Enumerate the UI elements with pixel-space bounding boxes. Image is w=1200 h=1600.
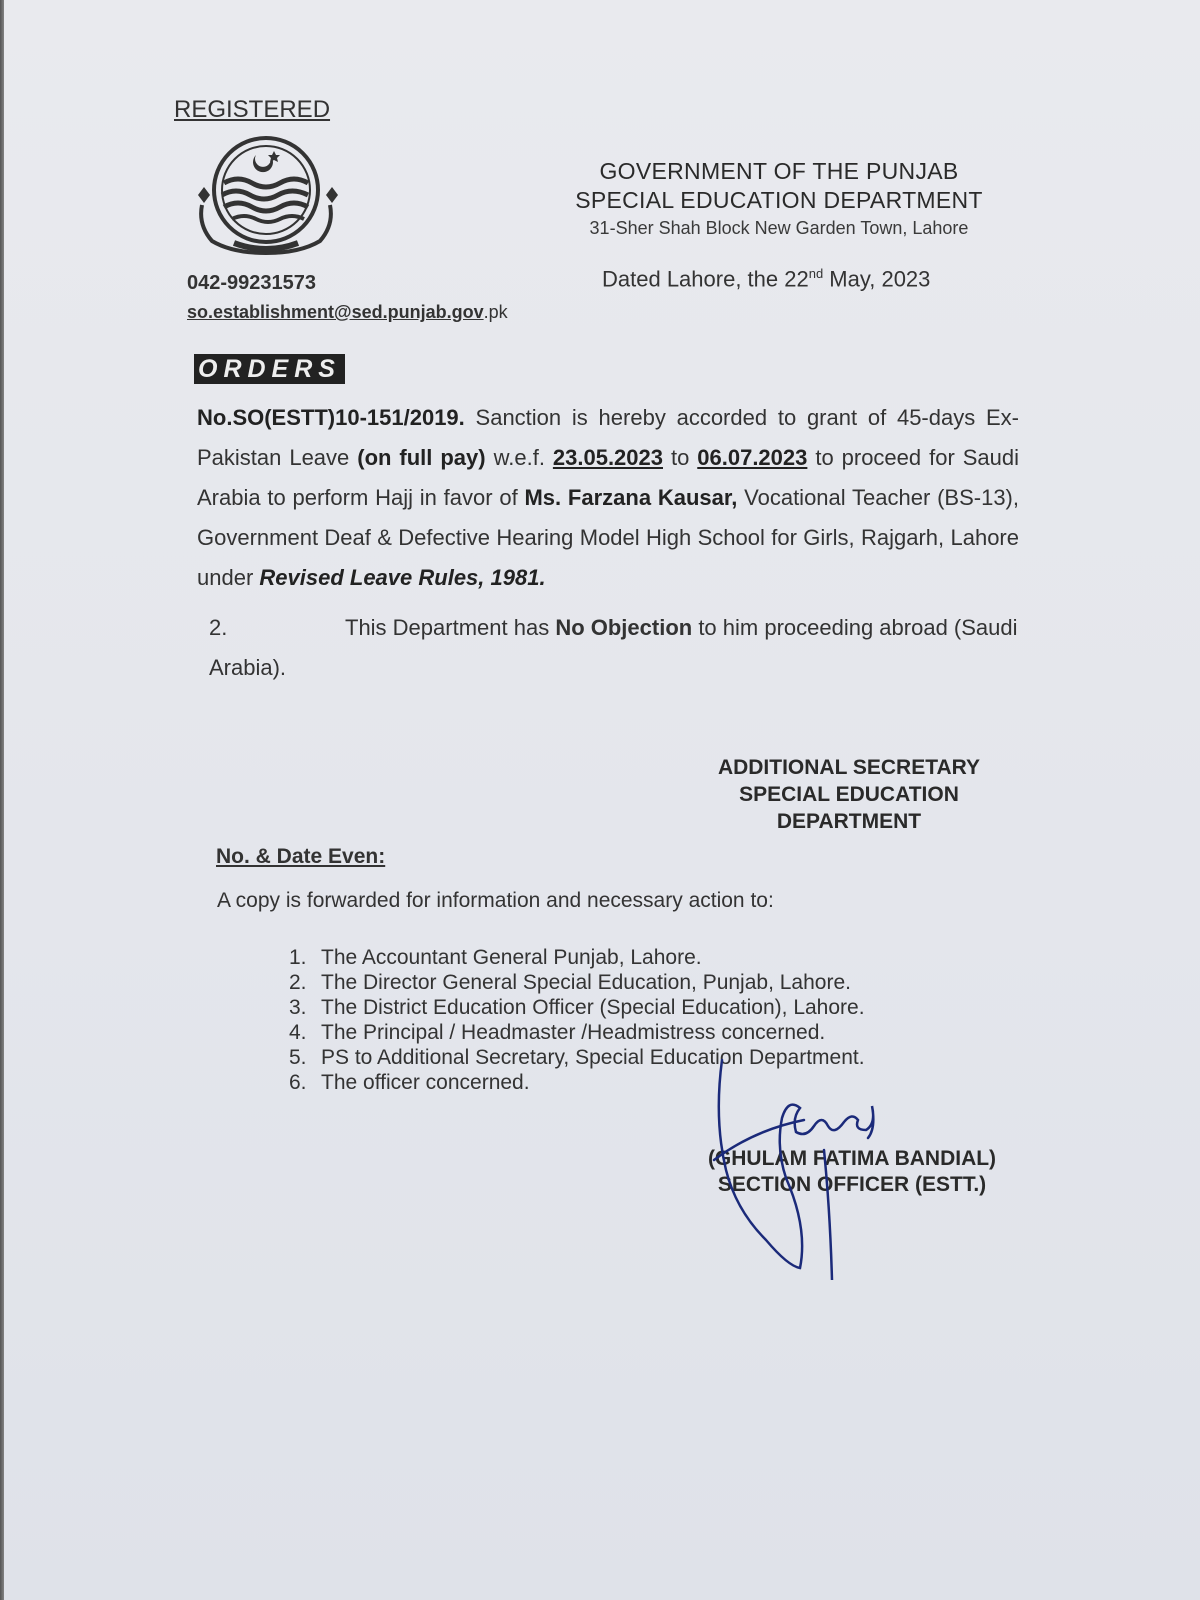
para2-number: 2.	[209, 615, 228, 640]
list-number: 5.	[289, 1046, 307, 1069]
para2-text-2: to him proceeding abroad (Saudi Arabia).	[209, 615, 1018, 680]
letterhead-government: GOVERNMENT OF THE PUNJAB	[599, 158, 959, 184]
para1-text-1: Sanction is hereby accorded to grant of 45-days Ex-Pakistan Leave	[197, 405, 1019, 470]
email-tld: .pk	[483, 302, 508, 322]
para1-text-3: to	[663, 445, 698, 470]
signature-icon	[704, 1050, 904, 1280]
list-text: The officer concerned.	[321, 1071, 530, 1094]
date-sup: nd	[808, 266, 824, 281]
copy-forward-intro: A copy is forwarded for information and necessary action to:	[217, 889, 774, 912]
full-pay: (on full pay)	[357, 445, 486, 470]
letter-page	[4, 0, 1200, 1600]
issuer-line-3: DEPARTMENT	[776, 810, 922, 833]
list-number: 6.	[289, 1071, 307, 1094]
list-text: PS to Additional Secretary, Special Education Department.	[321, 1046, 865, 1069]
para1-text-5: Vocational Teacher (BS-13), Government Deaf & Defective Hearing Model High School for Girls, Rajgarh, Lahore under	[197, 485, 1020, 590]
signee-title: SECTION OFFICER (ESTT.)	[717, 1173, 987, 1196]
date-suffix: May, 2023	[823, 266, 931, 292]
para1-text-2: w.e.f.	[485, 445, 553, 470]
list-number: 2.	[289, 971, 307, 994]
issuer-line-2: SPECIAL EDUCATION	[739, 783, 959, 806]
issuer-line-1: ADDITIONAL SECRETARY	[717, 756, 981, 779]
employee-name: Ms. Farzana Kausar,	[524, 485, 738, 510]
letterhead-address: 31-Sher Shah Block New Garden Town, Lahore	[589, 218, 969, 238]
letter-date	[602, 266, 930, 292]
orders-heading: ORDERS	[194, 354, 345, 384]
punjab-emblem-icon	[194, 135, 344, 260]
list-text: The Principal / Headmaster /Headmistress concerned.	[321, 1021, 826, 1044]
list-item	[289, 945, 865, 970]
list-text: The Accountant General Punjab, Lahore.	[321, 946, 702, 969]
date-prefix: Dated Lahore, the 22	[602, 266, 809, 292]
order-paragraph-2	[209, 608, 1019, 688]
no-date-even: No. & Date Even:	[216, 845, 386, 868]
list-text: The Director General Special Education, Punjab, Lahore.	[321, 971, 851, 994]
signee-name: (GHULAM FATIMA BANDIAL)	[707, 1147, 997, 1170]
para2-text-1: This Department has	[345, 615, 556, 640]
leave-rules: Revised Leave Rules, 1981.	[259, 565, 546, 590]
list-item	[289, 1020, 865, 1045]
letterhead	[544, 158, 1014, 239]
leave-start-date: 23.05.2023	[552, 445, 663, 470]
order-paragraph-1	[197, 398, 1019, 598]
leave-end-date: 06.07.2023	[697, 445, 808, 470]
list-number: 4.	[289, 1021, 307, 1044]
registered-label: REGISTERED	[174, 96, 331, 123]
order-ref: No.SO(ESTT)10-151/2019.	[197, 405, 465, 430]
phone-number: 042-99231573	[187, 272, 317, 294]
list-number: 3.	[289, 996, 307, 1019]
issuing-authority	[694, 754, 1004, 835]
letterhead-department: SPECIAL EDUCATION DEPARTMENT	[575, 187, 983, 213]
email-address	[187, 302, 508, 323]
list-item	[289, 970, 865, 995]
no-objection: No Objection	[555, 615, 693, 640]
para1-text-4: to proceed for Saudi Arabia to perform Hajj in favor of	[197, 445, 1020, 510]
email-user[interactable]: so.establishment@sed.punjab.gov	[187, 302, 484, 322]
list-item	[289, 995, 865, 1020]
list-text: The District Education Officer (Special Education), Lahore.	[321, 996, 865, 1019]
list-number: 1.	[289, 946, 307, 969]
